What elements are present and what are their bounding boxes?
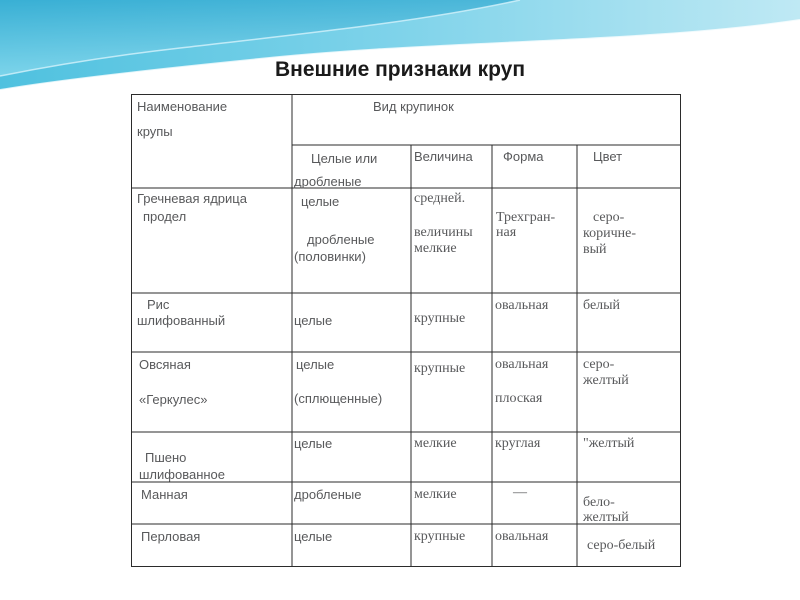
row4-color: "желтый xyxy=(583,436,635,451)
row3-name-line2: «Геркулес» xyxy=(139,392,208,407)
row1-name-line1: Гречневая ядрица xyxy=(137,191,247,206)
header-whole-line1: Целые или xyxy=(311,151,378,166)
slide-title: Внешние признаки круп xyxy=(274,58,526,81)
row1-color-line2: коричне- xyxy=(583,226,636,241)
row3-color-line2: желтый xyxy=(583,373,629,388)
row2-size: крупные xyxy=(414,311,466,326)
header-shape: Форма xyxy=(503,149,544,164)
row6-shape: овальная xyxy=(495,529,549,544)
row2-name-line2: шлифованный xyxy=(137,313,226,328)
row4-shape: круглая xyxy=(495,436,541,451)
header-group-label: Вид крупинок xyxy=(373,99,454,114)
row6-color: серо-белый xyxy=(587,538,656,553)
grains-table xyxy=(131,94,681,567)
row3-color-line1: серо- xyxy=(583,357,615,372)
row1-size-line1: средней. xyxy=(414,191,466,206)
row1-size-line2: величины xyxy=(414,225,473,240)
row6-name: Перловая xyxy=(141,529,201,544)
row5-name: Манная xyxy=(141,487,188,502)
header-size: Величина xyxy=(414,149,473,164)
row5-shape: — xyxy=(513,485,527,500)
row2-whole: целые xyxy=(294,313,333,328)
row1-shape-line2: ная xyxy=(496,225,517,240)
row5-color-line2: желтый xyxy=(583,510,629,525)
row5-whole: дробленые xyxy=(294,487,362,502)
row2-color: белый xyxy=(583,298,621,313)
row1-shape-line1: Трехгран- xyxy=(496,210,556,225)
row5-color-line1: бело- xyxy=(583,495,615,510)
row3-name-line1: Овсяная xyxy=(139,357,191,372)
row1-color-line1: серо- xyxy=(593,210,625,225)
row6-whole: целые xyxy=(294,529,333,544)
row1-whole-line2: дробленые xyxy=(307,232,375,247)
row3-size: крупные xyxy=(414,361,466,376)
row1-size-line3: мелкие xyxy=(414,241,457,256)
row4-name-line2: шлифованное xyxy=(139,467,226,482)
row4-size: мелкие xyxy=(414,436,457,451)
row3-whole-line2: (сплющенные) xyxy=(294,391,383,406)
row1-whole-line1: целые xyxy=(301,194,340,209)
row5-size: мелкие xyxy=(414,487,457,502)
row3-shape-line1: овальная xyxy=(495,357,549,372)
row4-name-line1: Пшено xyxy=(145,450,187,465)
header-color: Цвет xyxy=(593,149,623,164)
header-name-line1: Наименование xyxy=(137,99,228,114)
row2-shape: овальная xyxy=(495,298,549,313)
row1-color-line3: вый xyxy=(583,242,607,257)
row3-shape-line2: плоская xyxy=(495,391,543,406)
row6-size: крупные xyxy=(414,529,466,544)
header-name-line2: крупы xyxy=(137,124,173,139)
row1-whole-line3: (половинки) xyxy=(294,249,366,264)
header-whole-line2: дробленые xyxy=(294,174,362,189)
row4-whole: целые xyxy=(294,436,333,451)
row1-name-line2: продел xyxy=(143,209,187,224)
row2-name-line1: Рис xyxy=(147,297,170,312)
row3-whole-line1: целые xyxy=(296,357,335,372)
